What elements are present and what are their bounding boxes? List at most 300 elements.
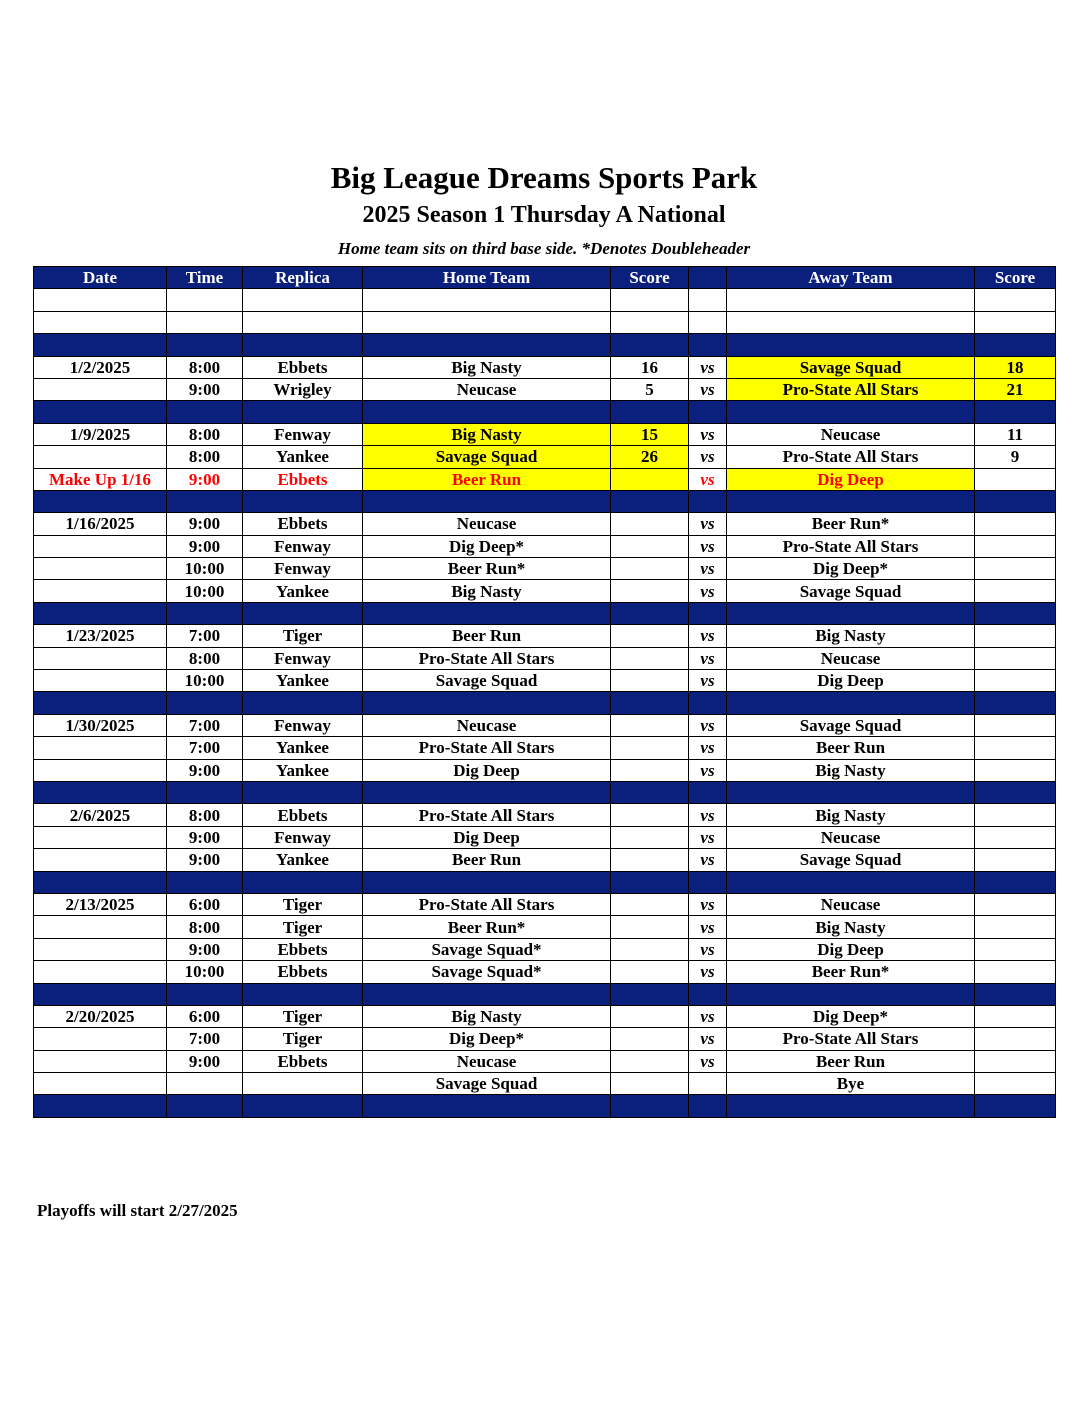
col-home-score-header: Score (611, 267, 689, 289)
home-score (611, 1005, 689, 1027)
away-team: Big Nasty (727, 804, 975, 826)
home-team: Dig Deep* (363, 535, 611, 557)
game-row (34, 625, 1056, 647)
away-team: Pro-State All Stars (727, 535, 975, 557)
home-score: 15 (611, 423, 689, 445)
week-separator-row (34, 334, 1056, 356)
home-score (611, 916, 689, 938)
separator-cell (167, 334, 243, 356)
game-time: 8:00 (167, 423, 243, 445)
game-replica: Yankee (243, 446, 363, 468)
game-row (34, 1073, 1056, 1095)
game-date (34, 1028, 167, 1050)
away-score (975, 468, 1056, 490)
separator-cell (727, 401, 975, 423)
away-score (975, 1005, 1056, 1027)
separator-cell (975, 334, 1056, 356)
away-score (975, 670, 1056, 692)
separator-cell (243, 334, 363, 356)
separator-cell (689, 983, 727, 1005)
home-team: Savage Squad (363, 670, 611, 692)
away-team: Neucase (727, 423, 975, 445)
game-time: 8:00 (167, 356, 243, 378)
home-team: Neucase (363, 1050, 611, 1072)
game-row (34, 938, 1056, 960)
vs-label: vs (689, 893, 727, 915)
separator-cell (243, 490, 363, 512)
away-score (975, 625, 1056, 647)
home-team: Pro-State All Stars (363, 804, 611, 826)
game-date (34, 558, 167, 580)
game-time: 8:00 (167, 804, 243, 826)
home-score (611, 714, 689, 736)
game-time: 10:00 (167, 961, 243, 983)
header-row (34, 267, 1056, 289)
separator-cell (167, 692, 243, 714)
game-time (167, 1073, 243, 1095)
empty-cell (167, 311, 243, 333)
vs-label: vs (689, 714, 727, 736)
home-team: Pro-State All Stars (363, 737, 611, 759)
home-score (611, 849, 689, 871)
vs-label: vs (689, 1005, 727, 1027)
separator-cell (167, 602, 243, 624)
vs-label: vs (689, 1050, 727, 1072)
home-team: Savage Squad (363, 446, 611, 468)
separator-cell (167, 490, 243, 512)
home-team: Neucase (363, 513, 611, 535)
home-team: Beer Run* (363, 916, 611, 938)
separator-cell (363, 602, 611, 624)
vs-label: vs (689, 513, 727, 535)
game-date (34, 938, 167, 960)
separator-cell (689, 401, 727, 423)
game-row (34, 1028, 1056, 1050)
away-team: Savage Squad (727, 580, 975, 602)
separator-cell (689, 871, 727, 893)
separator-cell (363, 1095, 611, 1117)
game-date (34, 826, 167, 848)
game-row (34, 804, 1056, 826)
home-team: Big Nasty (363, 423, 611, 445)
separator-cell (363, 781, 611, 803)
vs-label: vs (689, 446, 727, 468)
game-replica: Ebbets (243, 468, 363, 490)
separator-cell (611, 401, 689, 423)
game-row (34, 423, 1056, 445)
empty-cell (611, 289, 689, 311)
home-score (611, 625, 689, 647)
separator-cell (727, 334, 975, 356)
game-replica: Tiger (243, 1005, 363, 1027)
home-score: 16 (611, 356, 689, 378)
game-replica: Ebbets (243, 938, 363, 960)
separator-cell (689, 692, 727, 714)
home-score (611, 759, 689, 781)
vs-label: vs (689, 961, 727, 983)
game-date (34, 1050, 167, 1072)
away-team: Neucase (727, 893, 975, 915)
game-row (34, 446, 1056, 468)
game-time: 10:00 (167, 558, 243, 580)
game-time: 9:00 (167, 378, 243, 400)
vs-label: vs (689, 826, 727, 848)
week-separator-row (34, 781, 1056, 803)
game-replica: Tiger (243, 916, 363, 938)
game-row (34, 647, 1056, 669)
separator-cell (243, 1095, 363, 1117)
game-date (34, 759, 167, 781)
game-time: 9:00 (167, 759, 243, 781)
separator-cell (727, 1095, 975, 1117)
vs-label: vs (689, 804, 727, 826)
game-row (34, 468, 1056, 490)
home-team: Pro-State All Stars (363, 893, 611, 915)
game-row (34, 558, 1056, 580)
home-score (611, 961, 689, 983)
vs-label: vs (689, 916, 727, 938)
away-score (975, 513, 1056, 535)
separator-cell (34, 602, 167, 624)
away-score (975, 1073, 1056, 1095)
home-team: Big Nasty (363, 356, 611, 378)
away-team: Beer Run* (727, 513, 975, 535)
game-replica: Ebbets (243, 513, 363, 535)
game-date: 1/16/2025 (34, 513, 167, 535)
separator-cell (975, 692, 1056, 714)
separator-cell (243, 871, 363, 893)
home-team: Neucase (363, 714, 611, 736)
away-score (975, 759, 1056, 781)
separator-cell (975, 781, 1056, 803)
away-team: Dig Deep* (727, 558, 975, 580)
vs-label: vs (689, 356, 727, 378)
away-team: Neucase (727, 647, 975, 669)
vs-label: vs (689, 759, 727, 781)
separator-cell (611, 602, 689, 624)
game-time: 7:00 (167, 714, 243, 736)
empty-cell (34, 311, 167, 333)
empty-row (34, 311, 1056, 333)
home-score (611, 535, 689, 557)
home-team: Pro-State All Stars (363, 647, 611, 669)
away-team: Big Nasty (727, 625, 975, 647)
home-score (611, 1028, 689, 1050)
away-score (975, 714, 1056, 736)
game-time: 7:00 (167, 737, 243, 759)
schedule-table (33, 266, 1056, 1118)
away-score (975, 558, 1056, 580)
col-replica-header: Replica (243, 267, 363, 289)
game-replica: Tiger (243, 1028, 363, 1050)
separator-cell (34, 401, 167, 423)
away-score (975, 580, 1056, 602)
page-subtitle: 2025 Season 1 Thursday A National (362, 202, 726, 228)
vs-label: vs (689, 580, 727, 602)
away-team: Beer Run (727, 737, 975, 759)
col-away-score-header: Score (975, 267, 1056, 289)
away-team: Savage Squad (727, 714, 975, 736)
separator-cell (689, 602, 727, 624)
game-replica: Fenway (243, 535, 363, 557)
away-score: 9 (975, 446, 1056, 468)
away-score (975, 961, 1056, 983)
away-score (975, 737, 1056, 759)
separator-cell (611, 334, 689, 356)
away-score (975, 916, 1056, 938)
game-date: 1/9/2025 (34, 423, 167, 445)
vs-label: vs (689, 535, 727, 557)
separator-cell (34, 983, 167, 1005)
game-replica: Ebbets (243, 356, 363, 378)
game-replica: Tiger (243, 625, 363, 647)
week-separator-row (34, 490, 1056, 512)
game-row (34, 580, 1056, 602)
vs-label: vs (689, 468, 727, 490)
game-row (34, 714, 1056, 736)
vs-label: vs (689, 849, 727, 871)
separator-cell (689, 1095, 727, 1117)
separator-cell (167, 983, 243, 1005)
separator-cell (975, 1095, 1056, 1117)
separator-cell (727, 983, 975, 1005)
vs-label: vs (689, 938, 727, 960)
home-team: Savage Squad* (363, 938, 611, 960)
game-time: 7:00 (167, 625, 243, 647)
vs-label: vs (689, 625, 727, 647)
game-time: 9:00 (167, 1050, 243, 1072)
game-row (34, 1050, 1056, 1072)
game-replica (243, 1073, 363, 1095)
week-separator-row (34, 983, 1056, 1005)
game-date: 1/30/2025 (34, 714, 167, 736)
game-replica: Ebbets (243, 804, 363, 826)
home-team: Savage Squad (363, 1073, 611, 1095)
page-title: Big League Dreams Sports Park (330, 160, 758, 195)
separator-cell (975, 602, 1056, 624)
week-separator-row (34, 401, 1056, 423)
separator-cell (975, 871, 1056, 893)
game-date (34, 737, 167, 759)
away-team: Pro-State All Stars (727, 446, 975, 468)
col-time-header: Time (167, 267, 243, 289)
away-team: Neucase (727, 826, 975, 848)
separator-cell (611, 692, 689, 714)
game-replica: Yankee (243, 580, 363, 602)
game-row (34, 737, 1056, 759)
separator-cell (363, 871, 611, 893)
home-score (611, 558, 689, 580)
home-score (611, 804, 689, 826)
empty-cell (975, 311, 1056, 333)
separator-cell (34, 781, 167, 803)
game-time: 10:00 (167, 670, 243, 692)
home-score (611, 468, 689, 490)
home-team: Dig Deep (363, 826, 611, 848)
separator-cell (34, 692, 167, 714)
away-score (975, 535, 1056, 557)
col-date-header: Date (34, 267, 167, 289)
separator-cell (34, 334, 167, 356)
separator-cell (363, 983, 611, 1005)
away-team: Beer Run (727, 1050, 975, 1072)
away-score (975, 647, 1056, 669)
game-time: 6:00 (167, 1005, 243, 1027)
separator-cell (167, 871, 243, 893)
game-row (34, 670, 1056, 692)
separator-cell (243, 781, 363, 803)
home-team: Beer Run (363, 849, 611, 871)
away-score: 11 (975, 423, 1056, 445)
vs-label: vs (689, 378, 727, 400)
separator-cell (975, 983, 1056, 1005)
home-team: Dig Deep* (363, 1028, 611, 1050)
game-date (34, 961, 167, 983)
schedule-note: Home team sits on third base side. *Denotes Doubleheader (337, 239, 751, 258)
separator-cell (727, 602, 975, 624)
separator-cell (727, 490, 975, 512)
game-date: 2/6/2025 (34, 804, 167, 826)
col-away-team-header: Away Team (727, 267, 975, 289)
away-team: Dig Deep (727, 938, 975, 960)
week-separator-row (34, 1095, 1056, 1117)
away-team: Dig Deep* (727, 1005, 975, 1027)
game-replica: Ebbets (243, 1050, 363, 1072)
separator-cell (975, 490, 1056, 512)
game-row (34, 378, 1056, 400)
game-row (34, 916, 1056, 938)
home-score (611, 826, 689, 848)
empty-cell (243, 289, 363, 311)
game-time: 8:00 (167, 647, 243, 669)
separator-cell (611, 781, 689, 803)
game-replica: Yankee (243, 759, 363, 781)
home-team: Big Nasty (363, 1005, 611, 1027)
empty-cell (727, 311, 975, 333)
separator-cell (363, 490, 611, 512)
game-time: 10:00 (167, 580, 243, 602)
home-team: Beer Run (363, 468, 611, 490)
game-time: 9:00 (167, 468, 243, 490)
game-time: 9:00 (167, 849, 243, 871)
home-score (611, 647, 689, 669)
game-row (34, 826, 1056, 848)
away-score (975, 938, 1056, 960)
home-score (611, 1073, 689, 1095)
separator-cell (167, 401, 243, 423)
separator-cell (363, 692, 611, 714)
away-team: Savage Squad (727, 356, 975, 378)
game-replica: Tiger (243, 893, 363, 915)
schedule-body (34, 289, 1056, 1117)
empty-cell (167, 289, 243, 311)
empty-cell (243, 311, 363, 333)
game-date: 2/13/2025 (34, 893, 167, 915)
empty-row (34, 289, 1056, 311)
separator-cell (243, 401, 363, 423)
game-date: 1/2/2025 (34, 356, 167, 378)
separator-cell (975, 401, 1056, 423)
col-home-team-header: Home Team (363, 267, 611, 289)
away-team: Pro-State All Stars (727, 1028, 975, 1050)
away-score (975, 849, 1056, 871)
separator-cell (727, 781, 975, 803)
empty-cell (363, 289, 611, 311)
home-team: Big Nasty (363, 580, 611, 602)
game-replica: Fenway (243, 826, 363, 848)
game-replica: Wrigley (243, 378, 363, 400)
away-score (975, 893, 1056, 915)
week-separator-row (34, 602, 1056, 624)
game-time: 6:00 (167, 893, 243, 915)
away-score (975, 826, 1056, 848)
separator-cell (243, 692, 363, 714)
home-score (611, 580, 689, 602)
vs-label: vs (689, 558, 727, 580)
home-score (611, 737, 689, 759)
game-date (34, 849, 167, 871)
game-time: 7:00 (167, 1028, 243, 1050)
vs-label: vs (689, 670, 727, 692)
week-separator-row (34, 871, 1056, 893)
away-score (975, 804, 1056, 826)
away-team: Dig Deep (727, 468, 975, 490)
col-vs-header (689, 267, 727, 289)
home-score (611, 513, 689, 535)
game-time: 8:00 (167, 446, 243, 468)
game-date (34, 647, 167, 669)
vs-label (689, 1073, 727, 1095)
vs-label: vs (689, 737, 727, 759)
separator-cell (243, 602, 363, 624)
home-score (611, 893, 689, 915)
separator-cell (689, 781, 727, 803)
home-score: 5 (611, 378, 689, 400)
game-replica: Yankee (243, 670, 363, 692)
home-score (611, 938, 689, 960)
game-replica: Yankee (243, 849, 363, 871)
game-date (34, 535, 167, 557)
game-row (34, 356, 1056, 378)
separator-cell (34, 490, 167, 512)
game-date (34, 446, 167, 468)
separator-cell (611, 871, 689, 893)
separator-cell (363, 401, 611, 423)
game-row (34, 1005, 1056, 1027)
game-time: 9:00 (167, 826, 243, 848)
week-separator-row (34, 692, 1056, 714)
game-date (34, 916, 167, 938)
away-team: Bye (727, 1073, 975, 1095)
playoffs-note: Playoffs will start 2/27/2025 (37, 1201, 238, 1220)
away-team: Savage Squad (727, 849, 975, 871)
game-date: 1/23/2025 (34, 625, 167, 647)
away-score (975, 1050, 1056, 1072)
away-team: Beer Run* (727, 961, 975, 983)
separator-cell (167, 1095, 243, 1117)
home-team: Savage Squad* (363, 961, 611, 983)
empty-cell (727, 289, 975, 311)
separator-cell (34, 1095, 167, 1117)
game-time: 9:00 (167, 938, 243, 960)
separator-cell (363, 334, 611, 356)
home-team: Beer Run (363, 625, 611, 647)
home-score (611, 670, 689, 692)
empty-cell (611, 311, 689, 333)
game-time: 9:00 (167, 535, 243, 557)
game-time: 9:00 (167, 513, 243, 535)
game-replica: Ebbets (243, 961, 363, 983)
